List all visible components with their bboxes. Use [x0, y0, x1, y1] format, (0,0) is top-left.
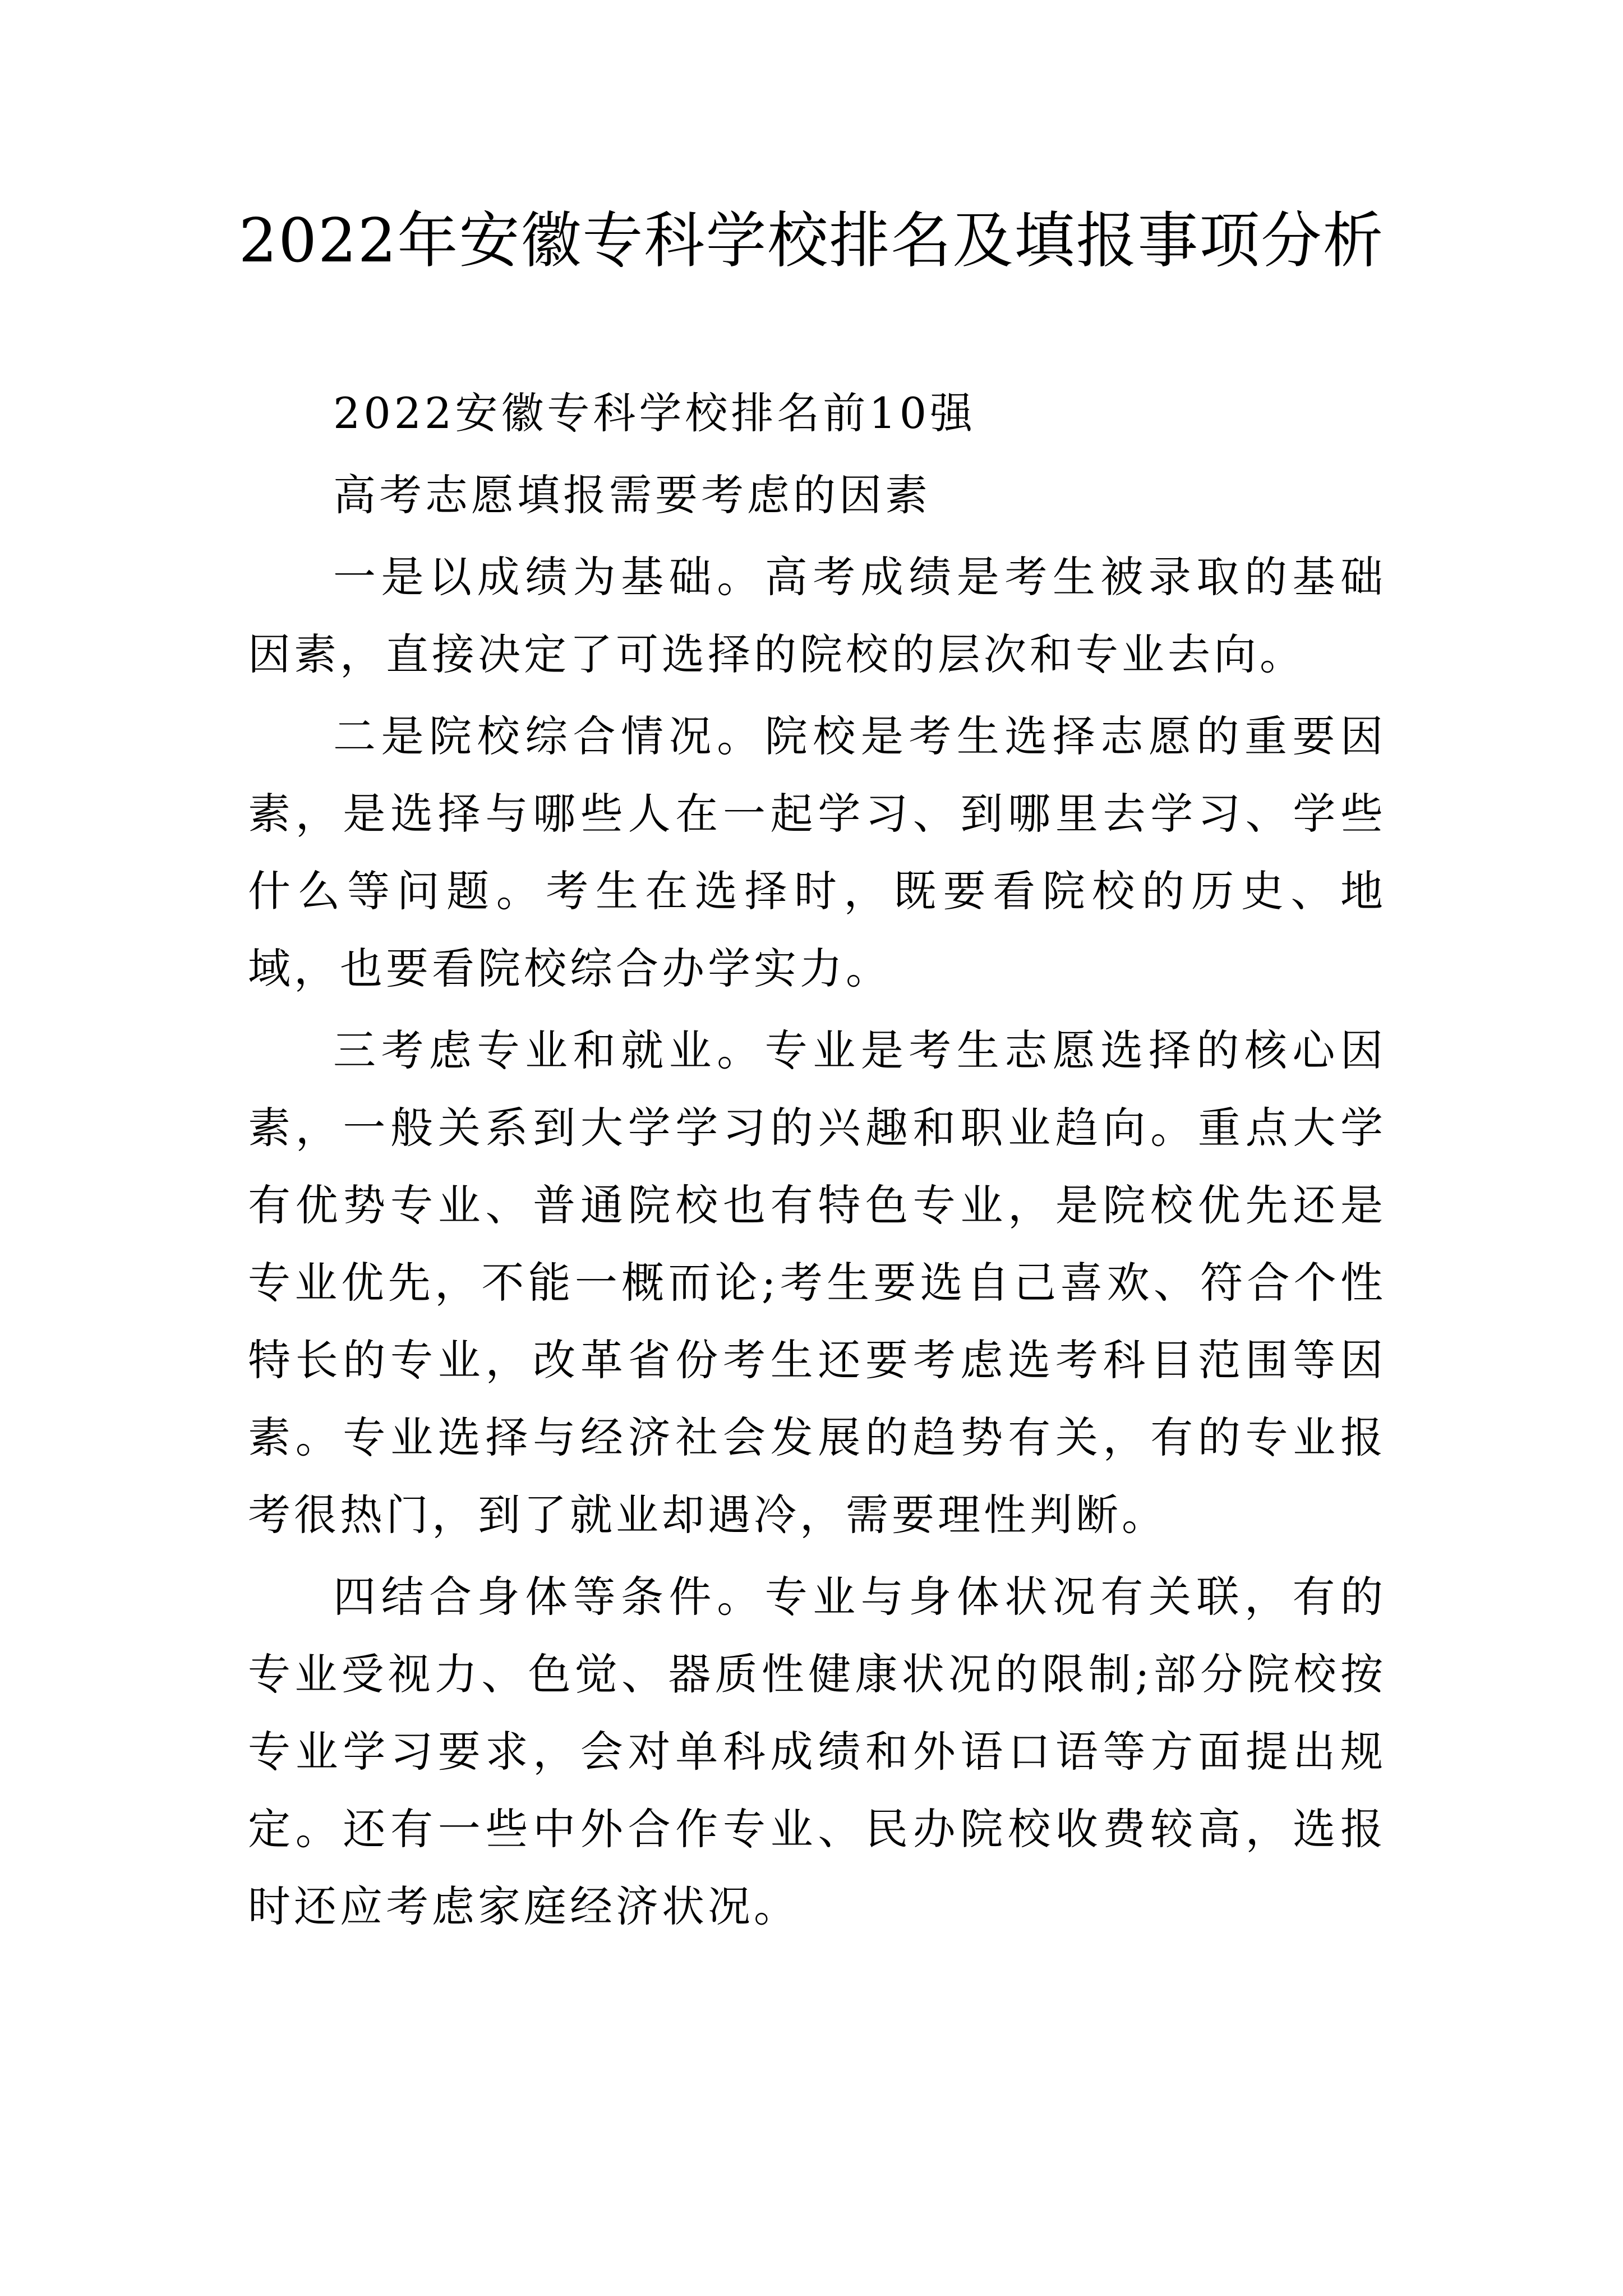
paragraph-major-employment: 三考虑专业和就业。专业是考生志愿选择的核心因素，一般关系到大学学习的兴趣和职业趋向。重点大学有优势专业、普通院校也有特色专业，是院校优先还是专业优先，不能一概而论;考生要选自己喜欢、符合个性特长的专业，改革省份考生还要考虑选考科目范围等因素。专业选择与经济社会发展的趋势有关，有的专业报考很热门，到了就业却遇冷，需要理性判断。: [248, 1025, 1386, 1540]
paragraph-school-overview: 二是院校综合情况。院校是考生选择志愿的重要因素，是选择与哪些人在一起学习、到哪里去学习、学些什么等问题。考生在选择时，既要看院校的历史、地域，也要看院校综合办学实力。: [248, 711, 1386, 993]
paragraph-physical-conditions: 四结合身体等条件。专业与身体状况有关联，有的专业受视力、色觉、器质性健康状况的限制;部分院校按专业学习要求，会对单科成绩和外语口语等方面提出规定。还有一些中外合作专业、民办院校收费较高，选报时还应考虑家庭经济状况。: [248, 1572, 1386, 1931]
paragraph-factors-heading: 高考志愿填报需要考虑的因素: [333, 470, 931, 520]
paragraph-score-basis: 一是以成绩为基础。高考成绩是考生被录取的基础因素，直接决定了可选择的院校的层次和专业去向。: [248, 552, 1386, 679]
document-body: [248, 375, 1386, 1950]
paragraph-ranking-heading: 2022安徽专科学校排名前10强: [333, 388, 976, 438]
document-title: 2022年安徽专科学校排名及填报事项分析: [238, 206, 1385, 276]
